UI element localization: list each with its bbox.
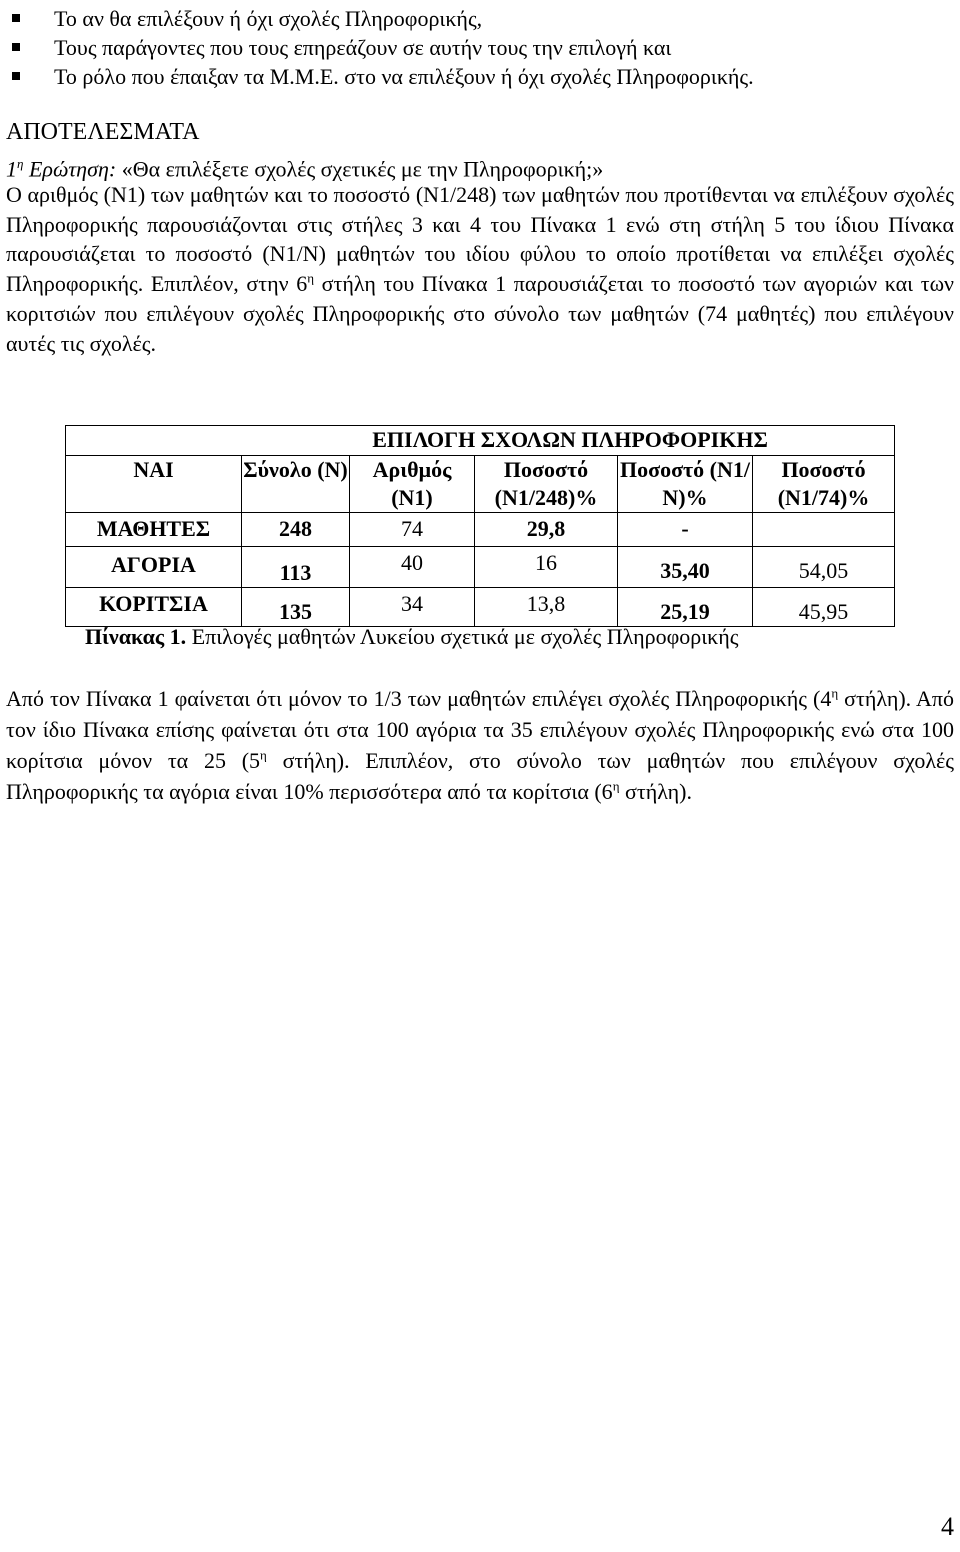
table-row <box>66 513 895 547</box>
table-cell: 29,8 <box>475 513 618 547</box>
table-cell: 74 <box>350 513 475 547</box>
question-label: Ερώτηση: <box>23 156 117 182</box>
caption-text: Επιλογές μαθητών Λυκείου σχετικά με σχολές Πληροφορικής <box>186 624 739 649</box>
table-header-cell: Ποσοστό (Ν1/Ν)% <box>618 456 753 513</box>
table-header-cell: Αριθμός (Ν1) <box>350 456 475 513</box>
table-cell: 16 <box>475 547 618 588</box>
caption-label: Πίνακας 1. <box>85 624 187 649</box>
results-table-container <box>65 425 894 627</box>
row-label: ΜΑΘΗΤΕΣ <box>66 513 242 547</box>
results-table <box>65 425 895 627</box>
table-cell: 13,8 <box>475 588 618 627</box>
table-cell <box>753 513 895 547</box>
list-item: Τους παράγοντες που τους επηρεάζουν σε αυτήν τους την επιλογή και <box>12 33 952 62</box>
list-item: Το ρόλο που έπαιξαν τα Μ.Μ.Ε. στο να επιλέξουν ή όχι σχολές Πληροφορικής. <box>12 62 952 91</box>
list-item: Το αν θα επιλέξουν ή όχι σχολές Πληροφορικής, <box>12 4 952 33</box>
table-cell: 54,05 <box>753 547 895 588</box>
table-row <box>66 588 895 627</box>
table-title-row <box>66 426 895 456</box>
square-bullet-icon <box>12 43 20 51</box>
table-header-cell: ΝΑΙ <box>66 456 242 513</box>
discussion-paragraph: Από τον Πίνακα 1 φαίνεται ότι μόνον το 1/3 των μαθητών επιλέγει σχολές Πληροφορικής ($4^\eta$ στήλη). Από τον ίδιο Πίνακα επίσης φαίνεται ότι στα 100 αγόρια τα 35 επιλέγουν σχολές Πληροφορικής ενώ στα 100 κορίτσια μόνον τα 25 ($5^\eta$ στήλη). Επιπλέον, στο σύνολο των μαθητών που επιλέγουν σχολές Πληροφορικής τα αγόρια είναι 10% περισσότερα από τα κορίτσια ($6^\eta$ στήλη). <box>6 685 954 804</box>
table-header-cell: Ποσοστό (Ν1/74)% <box>753 456 895 513</box>
table-cell: 34 <box>350 588 475 627</box>
question-number-sup: η <box>17 156 24 171</box>
table-header-cell: Ποσοστό (Ν1/248)% <box>475 456 618 513</box>
table-title: ΕΠΙΛΟΓΗ ΣΧΟΛΩΝ ΠΛΗΡΟΦΟΡΙΚΗΣ <box>66 426 895 456</box>
table-header-cell: Σύνολο (Ν) <box>242 456 350 513</box>
table-row <box>66 547 895 588</box>
square-bullet-icon <box>12 72 20 80</box>
question-text: «Θα επιλέξετε σχολές σχετικές με την Πληροφορική;» <box>116 156 604 182</box>
table-cell: - <box>618 513 753 547</box>
row-label: ΚΟΡΙΤΣΙΑ <box>66 588 242 627</box>
table-cell: 135 <box>242 588 350 627</box>
table-cell: 25,19 <box>618 588 753 627</box>
results-paragraph: Ο αριθμός (Ν1) των μαθητών και το ποσοστό (Ν1/248) των μαθητών που προτίθενται να επιλέξουν σχολές Πληροφορικής παρουσιάζονται στις στήλες 3 και 4 του Πίνακα 1 ενώ στη στήλη 5 του ίδιου Πίνακα παρουσιάζεται το ποσοστό (Ν1/Ν) μαθητών του ιδίου φύλου το οποίο προτίθεται να επιλέξει σχολές Πληροφορικής. Επιπλέον, στην $6^\eta$ στήλη του Πίνακα 1 παρουσιάζεται το ποσοστό των αγοριών και των κοριτσιών που επιλέγουν σχολές Πληροφορικής στο σύνολο των μαθητών (74 μαθητές) που επιλέγουν αυτές τις σχολές. <box>6 182 954 356</box>
section-heading: ΑΠΟΤΕΛΕΣΜΑΤΑ <box>6 119 200 145</box>
table-cell: 35,40 <box>618 547 753 588</box>
page-number: 4 <box>941 1512 954 1541</box>
table-caption <box>85 622 738 652</box>
table-cell: 113 <box>242 547 350 588</box>
table-cell: 45,95 <box>753 588 895 627</box>
objectives-list <box>12 4 952 91</box>
question-number: 1 <box>6 156 17 182</box>
table-cell: 248 <box>242 513 350 547</box>
row-label: ΑΓΟΡΙΑ <box>66 547 242 588</box>
table-header-row <box>66 456 895 513</box>
square-bullet-icon <box>12 14 20 22</box>
table-cell: 40 <box>350 547 475 588</box>
